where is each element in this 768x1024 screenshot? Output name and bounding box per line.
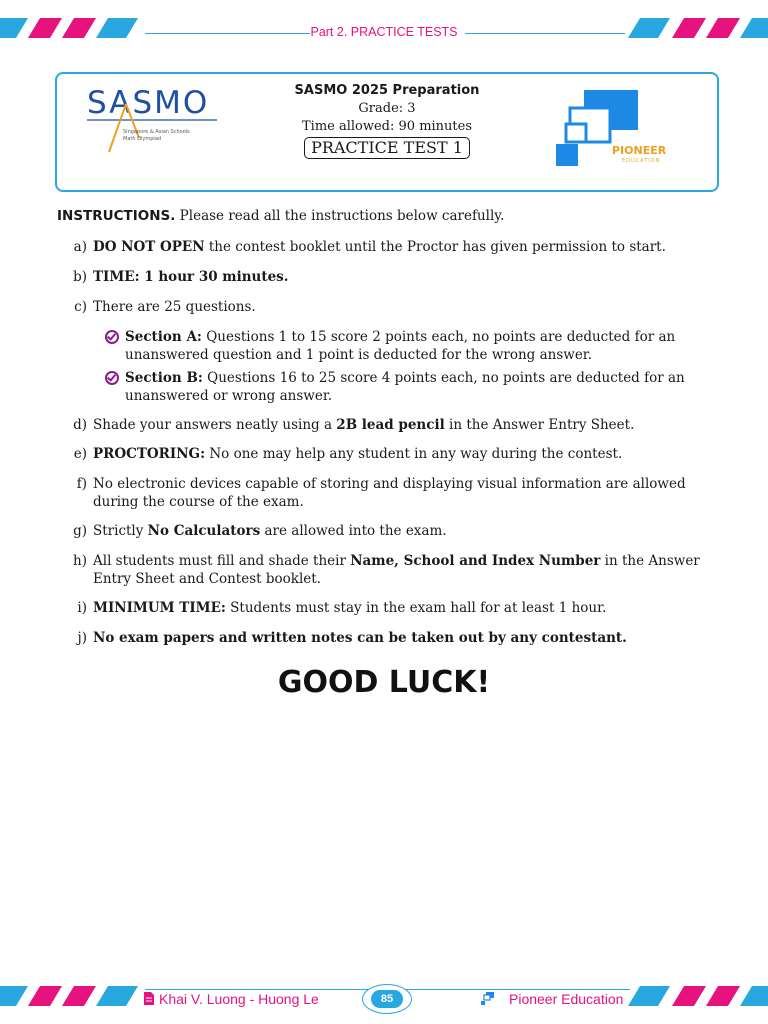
page-number: 85 xyxy=(371,990,403,1008)
sasmo-logo-text: SASMO xyxy=(87,85,210,121)
sasmo-compass-icon xyxy=(87,86,227,154)
document-icon xyxy=(144,992,154,1005)
instruction-item-b: b) TIME: 1 hour 30 minutes. xyxy=(73,269,289,285)
instructions-title: INSTRUCTIONS. xyxy=(57,208,176,224)
footer-authors: Khai V. Luong - Huong Le xyxy=(159,991,319,1007)
exam-name: SASMO 2025 Preparation xyxy=(294,83,480,98)
instruction-item-g: g) Strictly No Calculators are allowed into the exam. xyxy=(73,523,447,539)
good-luck-heading: GOOD LUCK! xyxy=(277,665,491,700)
instruction-item-e: e) PROCTORING: No one may help any student in any way during the contest. xyxy=(73,446,623,462)
instruction-item-h: h) All students must fill and shade their Name, School and Index Number in the Answer Entry Sheet and Contest booklet. xyxy=(73,553,700,587)
section-b-rule: Section B: Questions 16 to 25 score 4 points each, no points are deducted for an unanswered or wrong answer. xyxy=(105,369,725,405)
instruction-item-a: a) DO NOT OPEN the contest booklet until the Proctor has given permission to start. xyxy=(73,239,666,255)
instructions-heading xyxy=(57,208,504,224)
footer-stripes-right xyxy=(628,986,768,1006)
pioneer-logo-text: PIONEER xyxy=(612,144,667,157)
check-circle-icon xyxy=(105,371,119,385)
time-allowed: Time allowed: 90 minutes xyxy=(301,119,473,134)
practice-test-label: PRACTICE TEST 1 xyxy=(304,137,470,159)
section-title: Part 2. PRACTICE TESTS xyxy=(310,25,458,39)
sasmo-logo xyxy=(87,86,227,154)
check-circle-icon xyxy=(105,330,119,344)
instruction-item-c: c) There are 25 questions. xyxy=(74,299,256,315)
exam-info xyxy=(287,82,487,159)
grade: Grade: 3 xyxy=(358,101,416,116)
title-box xyxy=(55,72,719,192)
section-a-rule: Section A: Questions 1 to 15 score 2 points each, no points are deducted for an unanswered question and 1 point is deducted for the wrong answer. xyxy=(105,328,725,364)
pioneer-small-icon xyxy=(481,992,497,1005)
instruction-item-j: j) No exam papers and written notes can be taken out by any contestant. xyxy=(77,630,627,646)
instruction-item-i: i) MINIMUM TIME: Students must stay in the exam hall for at least 1 hour. xyxy=(77,600,607,616)
instructions-intro: Please read all the instructions below carefully. xyxy=(175,208,505,224)
footer-stripes-left xyxy=(0,986,140,1006)
page-number-badge xyxy=(362,984,412,1014)
instruction-item-f: f) No electronic devices capable of storing and displaying visual information are allowed during the course of the exam. xyxy=(76,476,686,510)
footer-publisher: Pioneer Education xyxy=(509,991,624,1007)
instruction-item-d: d) Shade your answers neatly using a 2B lead pencil in the Answer Entry Sheet. xyxy=(73,417,635,433)
pioneer-logo xyxy=(554,90,674,170)
sasmo-logo-subtitle: Singapore & Asian Schools Math Olympiad xyxy=(123,129,190,142)
pioneer-logo-subtitle: EDUCATION xyxy=(622,158,661,164)
